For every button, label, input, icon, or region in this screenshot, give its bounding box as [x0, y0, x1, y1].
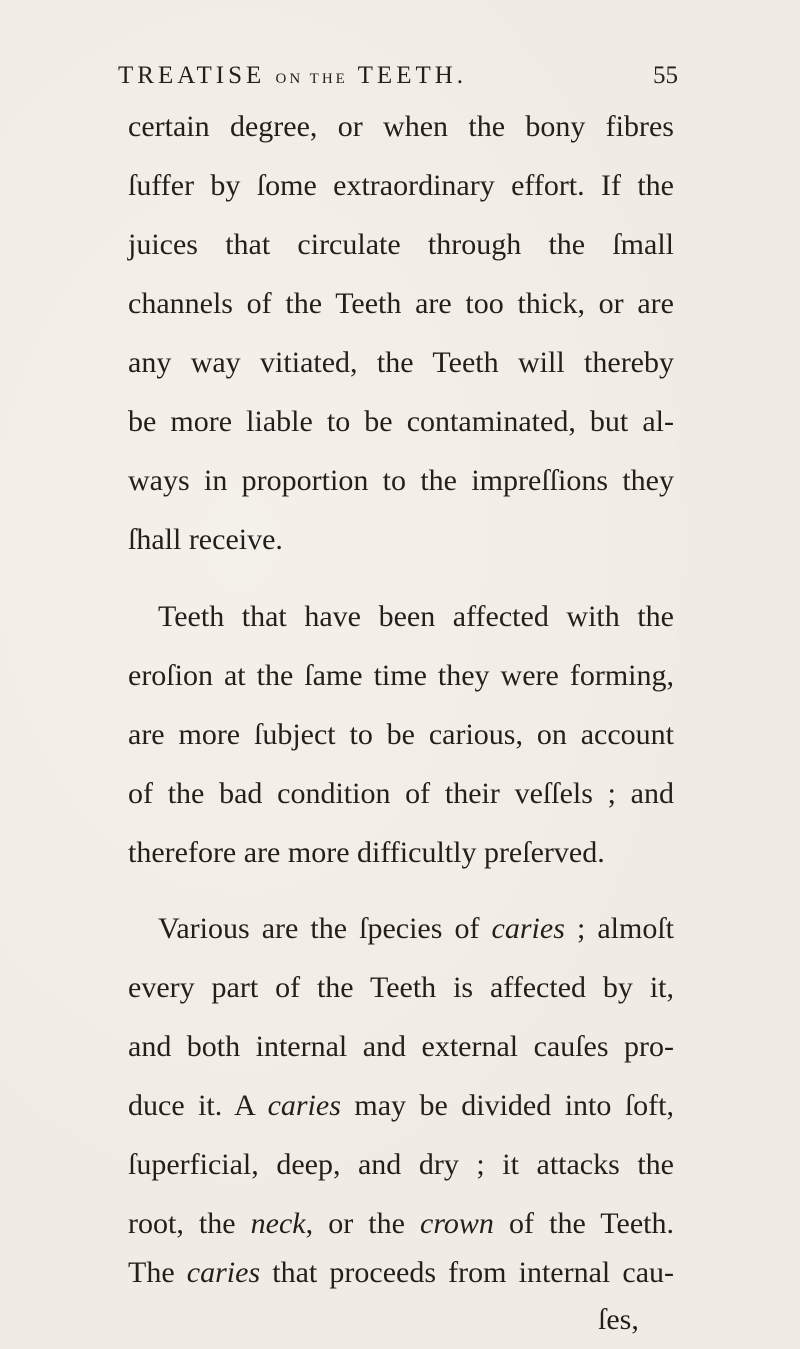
page-number: 55	[653, 62, 678, 89]
text-line: juices that circulate through the ſmall	[128, 228, 674, 261]
text-line: eroſion at the ſame time they were forming,	[128, 659, 674, 692]
text-line: ſuperficial, deep, and dry ; it attacks the	[128, 1148, 674, 1181]
running-title-connector: ON THE	[275, 71, 348, 87]
text-segment: of the Teeth.	[493, 1207, 675, 1240]
text-segment: , or the	[305, 1207, 421, 1240]
italic-term: caries	[186, 1256, 261, 1289]
text-segment: root, the	[128, 1207, 251, 1240]
running-head	[118, 62, 678, 102]
text-line: are more ſubject to be carious, on account	[128, 718, 674, 751]
text-line	[158, 912, 674, 946]
text-segment: ; almoſt	[564, 912, 674, 945]
text-line: therefore are more difficultly preſerved.	[128, 836, 605, 869]
text-segment: The	[128, 1256, 187, 1289]
text-line: Teeth that have been affected with the	[158, 600, 674, 633]
text-line	[128, 1089, 674, 1123]
italic-term: caries	[267, 1089, 341, 1122]
text-line: any way vitiated, the Teeth will thereby	[128, 346, 674, 379]
text-line: and both internal and external cauſes pro-	[128, 1030, 674, 1063]
text-line: every part of the Teeth is affected by it,	[128, 971, 674, 1004]
italic-term: crown	[420, 1207, 494, 1240]
text-segment: may be divided into ſoft,	[340, 1089, 675, 1122]
italic-term: caries	[491, 912, 565, 945]
text-segment: that proceeds from internal cau-	[260, 1256, 675, 1289]
text-segment: duce it. A	[128, 1089, 268, 1122]
running-title-subject: TEETH.	[357, 62, 468, 89]
text-line: channels of the Teeth are too thick, or are	[128, 287, 674, 320]
running-title	[118, 62, 467, 90]
text-line: ſhall receive.	[128, 523, 283, 556]
text-line	[128, 1256, 674, 1290]
text-line	[128, 1207, 674, 1241]
text-line: ſuffer by ſome extraordinary effort. If the	[128, 169, 674, 202]
text-line: ways in proportion to the impreſſions they	[128, 464, 674, 497]
running-title-main: TREATISE	[118, 62, 266, 89]
text-line: be more liable to be contaminated, but al-	[128, 405, 674, 438]
text-line: certain degree, or when the bony fibres	[128, 110, 674, 143]
catchword: ſes,	[598, 1303, 639, 1336]
text-segment: Various are the ſpecies of	[158, 912, 492, 945]
italic-term: neck	[250, 1207, 306, 1240]
text-line: of the bad condition of their veſſels ; and	[128, 777, 674, 810]
